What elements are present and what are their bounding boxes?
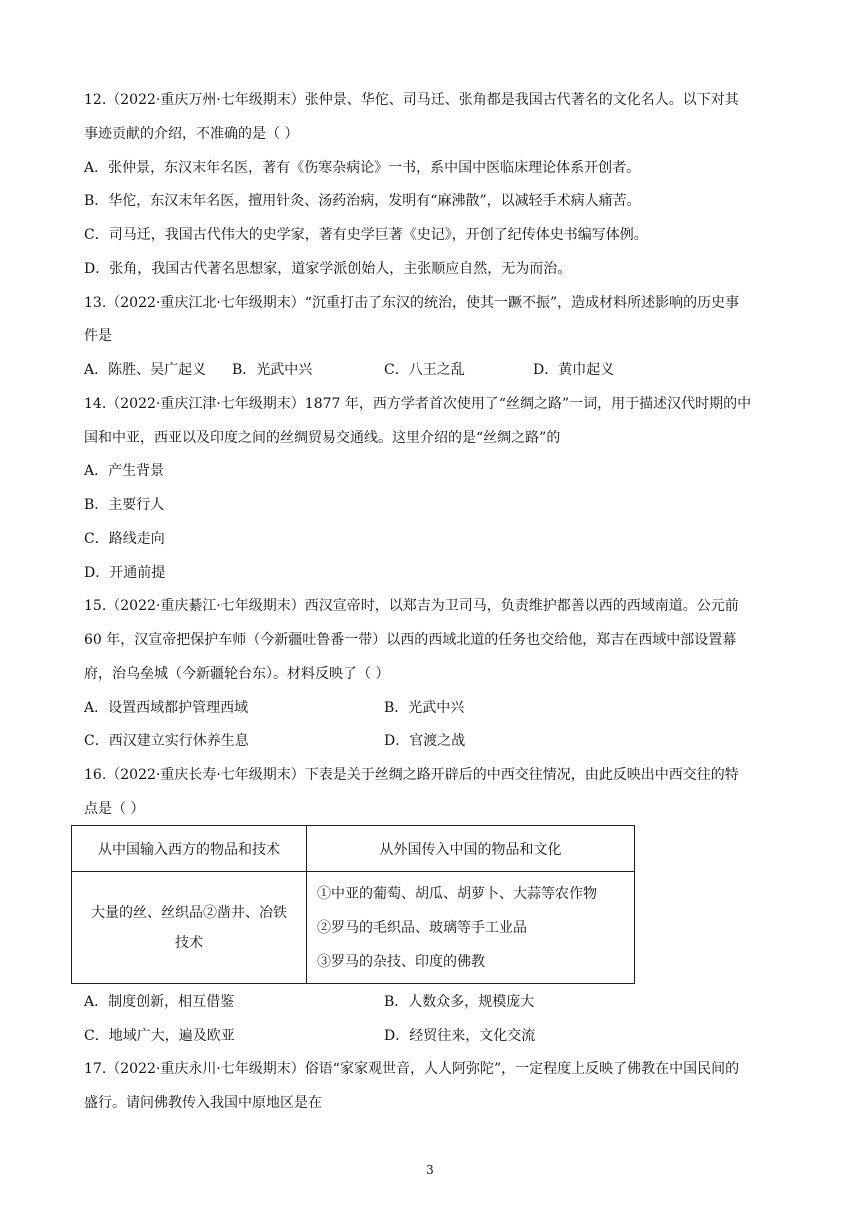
table-cell-left	[72, 872, 307, 984]
q14-option-c: C．路线走向	[84, 531, 165, 547]
table-cell-left-line2: 技术	[175, 934, 203, 951]
q15-stem-cont2: 府，治乌垒城（今新疆轮台东）。材料反映了（ ）	[84, 666, 390, 682]
table-cell-right-item2: ②罗马的毛织品、玻璃等手工业品	[317, 919, 527, 936]
q15-option-b: B．光武中兴	[384, 700, 465, 716]
q17-stem-cont: 盛行。请问佛教传入我国中原地区是在	[84, 1095, 322, 1111]
q13-stem-cont: 件是	[84, 328, 112, 344]
q13-stem: 13.（2022·重庆江北·七年级期末）“沉重打击了东汉的统治，使其一蹶不振”，造成材料所述影响的历史事	[84, 295, 740, 311]
q16-option-a: A．制度创新，相互借鉴	[84, 994, 235, 1010]
q13-option-b: B．光武中兴	[232, 362, 313, 378]
table-header-right: 从外国传入中国的物品和文化	[307, 826, 635, 872]
table-cell-right	[307, 872, 635, 984]
q16-stem: 16.（2022·重庆长寿·七年级期末）下表是关于丝绸之路开辟后的中西交往情况，由此反映出中西交往的特	[84, 767, 739, 783]
q16-stem-cont: 点是（ ）	[84, 801, 145, 817]
q15-option-a: A．设置西域都护管理西域	[84, 700, 249, 716]
q12-option-d: D．张角，我国古代著名思想家，道家学派创始人，主张顺应自然，无为而治。	[84, 261, 572, 277]
q12-stem: 12.（2022·重庆万州·七年级期末）张仲景、华佗、司马迁、张角都是我国古代著名的文化名人。以下对其	[84, 92, 739, 108]
q12-option-b: B．华佗，东汉末年名医，擅用针灸、汤药治病，发明有“麻沸散”，以减轻手术病人痛苦。	[84, 193, 641, 209]
q13-option-a: A．陈胜、吴广起义	[84, 362, 207, 378]
q16-option-c: C．地域广大，遍及欧亚	[84, 1028, 235, 1044]
table-cell-right-item1: ①中亚的葡萄、胡瓜、胡萝卜、大蒜等农作物	[317, 885, 597, 902]
q15-option-d: D．官渡之战	[384, 733, 466, 749]
q15-option-c: C．西汉建立实行休养生息	[84, 733, 249, 749]
q14-stem-cont: 国和中亚，西亚以及印度之间的丝绸贸易交通线。这里介绍的是“丝绸之路”的	[84, 430, 561, 446]
q14-option-a: A．产生背景	[84, 463, 165, 479]
table-header-left: 从中国输入西方的物品和技术	[72, 826, 307, 872]
q16-table	[71, 825, 635, 984]
q16-option-b: B．人数众多，规模庞大	[384, 994, 535, 1010]
q14-stem: 14.（2022·重庆江津·七年级期末）1877 年，西方学者首次使用了“丝绸之路”一词，用于描述汉代时期的中	[84, 396, 752, 412]
q14-option-d: D．开通前提	[84, 565, 166, 581]
q16-option-d: D．经贸往来，文化交流	[384, 1028, 536, 1044]
q15-stem-cont: 60 年，汉宣帝把保护车师（今新疆吐鲁番一带）以西的西域北道的任务也交给他，郑吉在西域中部设置幕	[84, 632, 737, 648]
q12-option-c: C．司马迁，我国古代伟大的史学家，著有史学巨著《史记》，开创了纪传体史书编写体例。	[84, 227, 648, 243]
q17-stem: 17.（2022·重庆永川·七年级期末）俗语“家家观世音，人人阿弥陀”，一定程度上反映了佛教在中国民间的	[84, 1061, 740, 1077]
q14-option-b: B．主要行人	[84, 497, 165, 513]
q12-option-a: A．张仲景，东汉末年名医，著有《伤寒杂病论》一书，系中国中医临床理论体系开创者。	[84, 160, 641, 176]
q13-option-d: D．黄巾起义	[533, 362, 615, 378]
q12-stem-cont: 事迹贡献的介绍，不准确的是（ ）	[84, 126, 299, 142]
table-cell-right-item3: ③罗马的杂技、印度的佛教	[317, 953, 485, 970]
q15-stem: 15.（2022·重庆綦江·七年级期末）西汉宣帝时，以郑吉为卫司马，负责维护都善以西的西域南道。公元前	[84, 598, 739, 614]
q13-option-c: C．八王之乱	[384, 362, 465, 378]
table-cell-left-line1: 大量的丝、丝织品②凿井、冶铁	[91, 904, 287, 921]
page-number: 3	[426, 1163, 434, 1177]
